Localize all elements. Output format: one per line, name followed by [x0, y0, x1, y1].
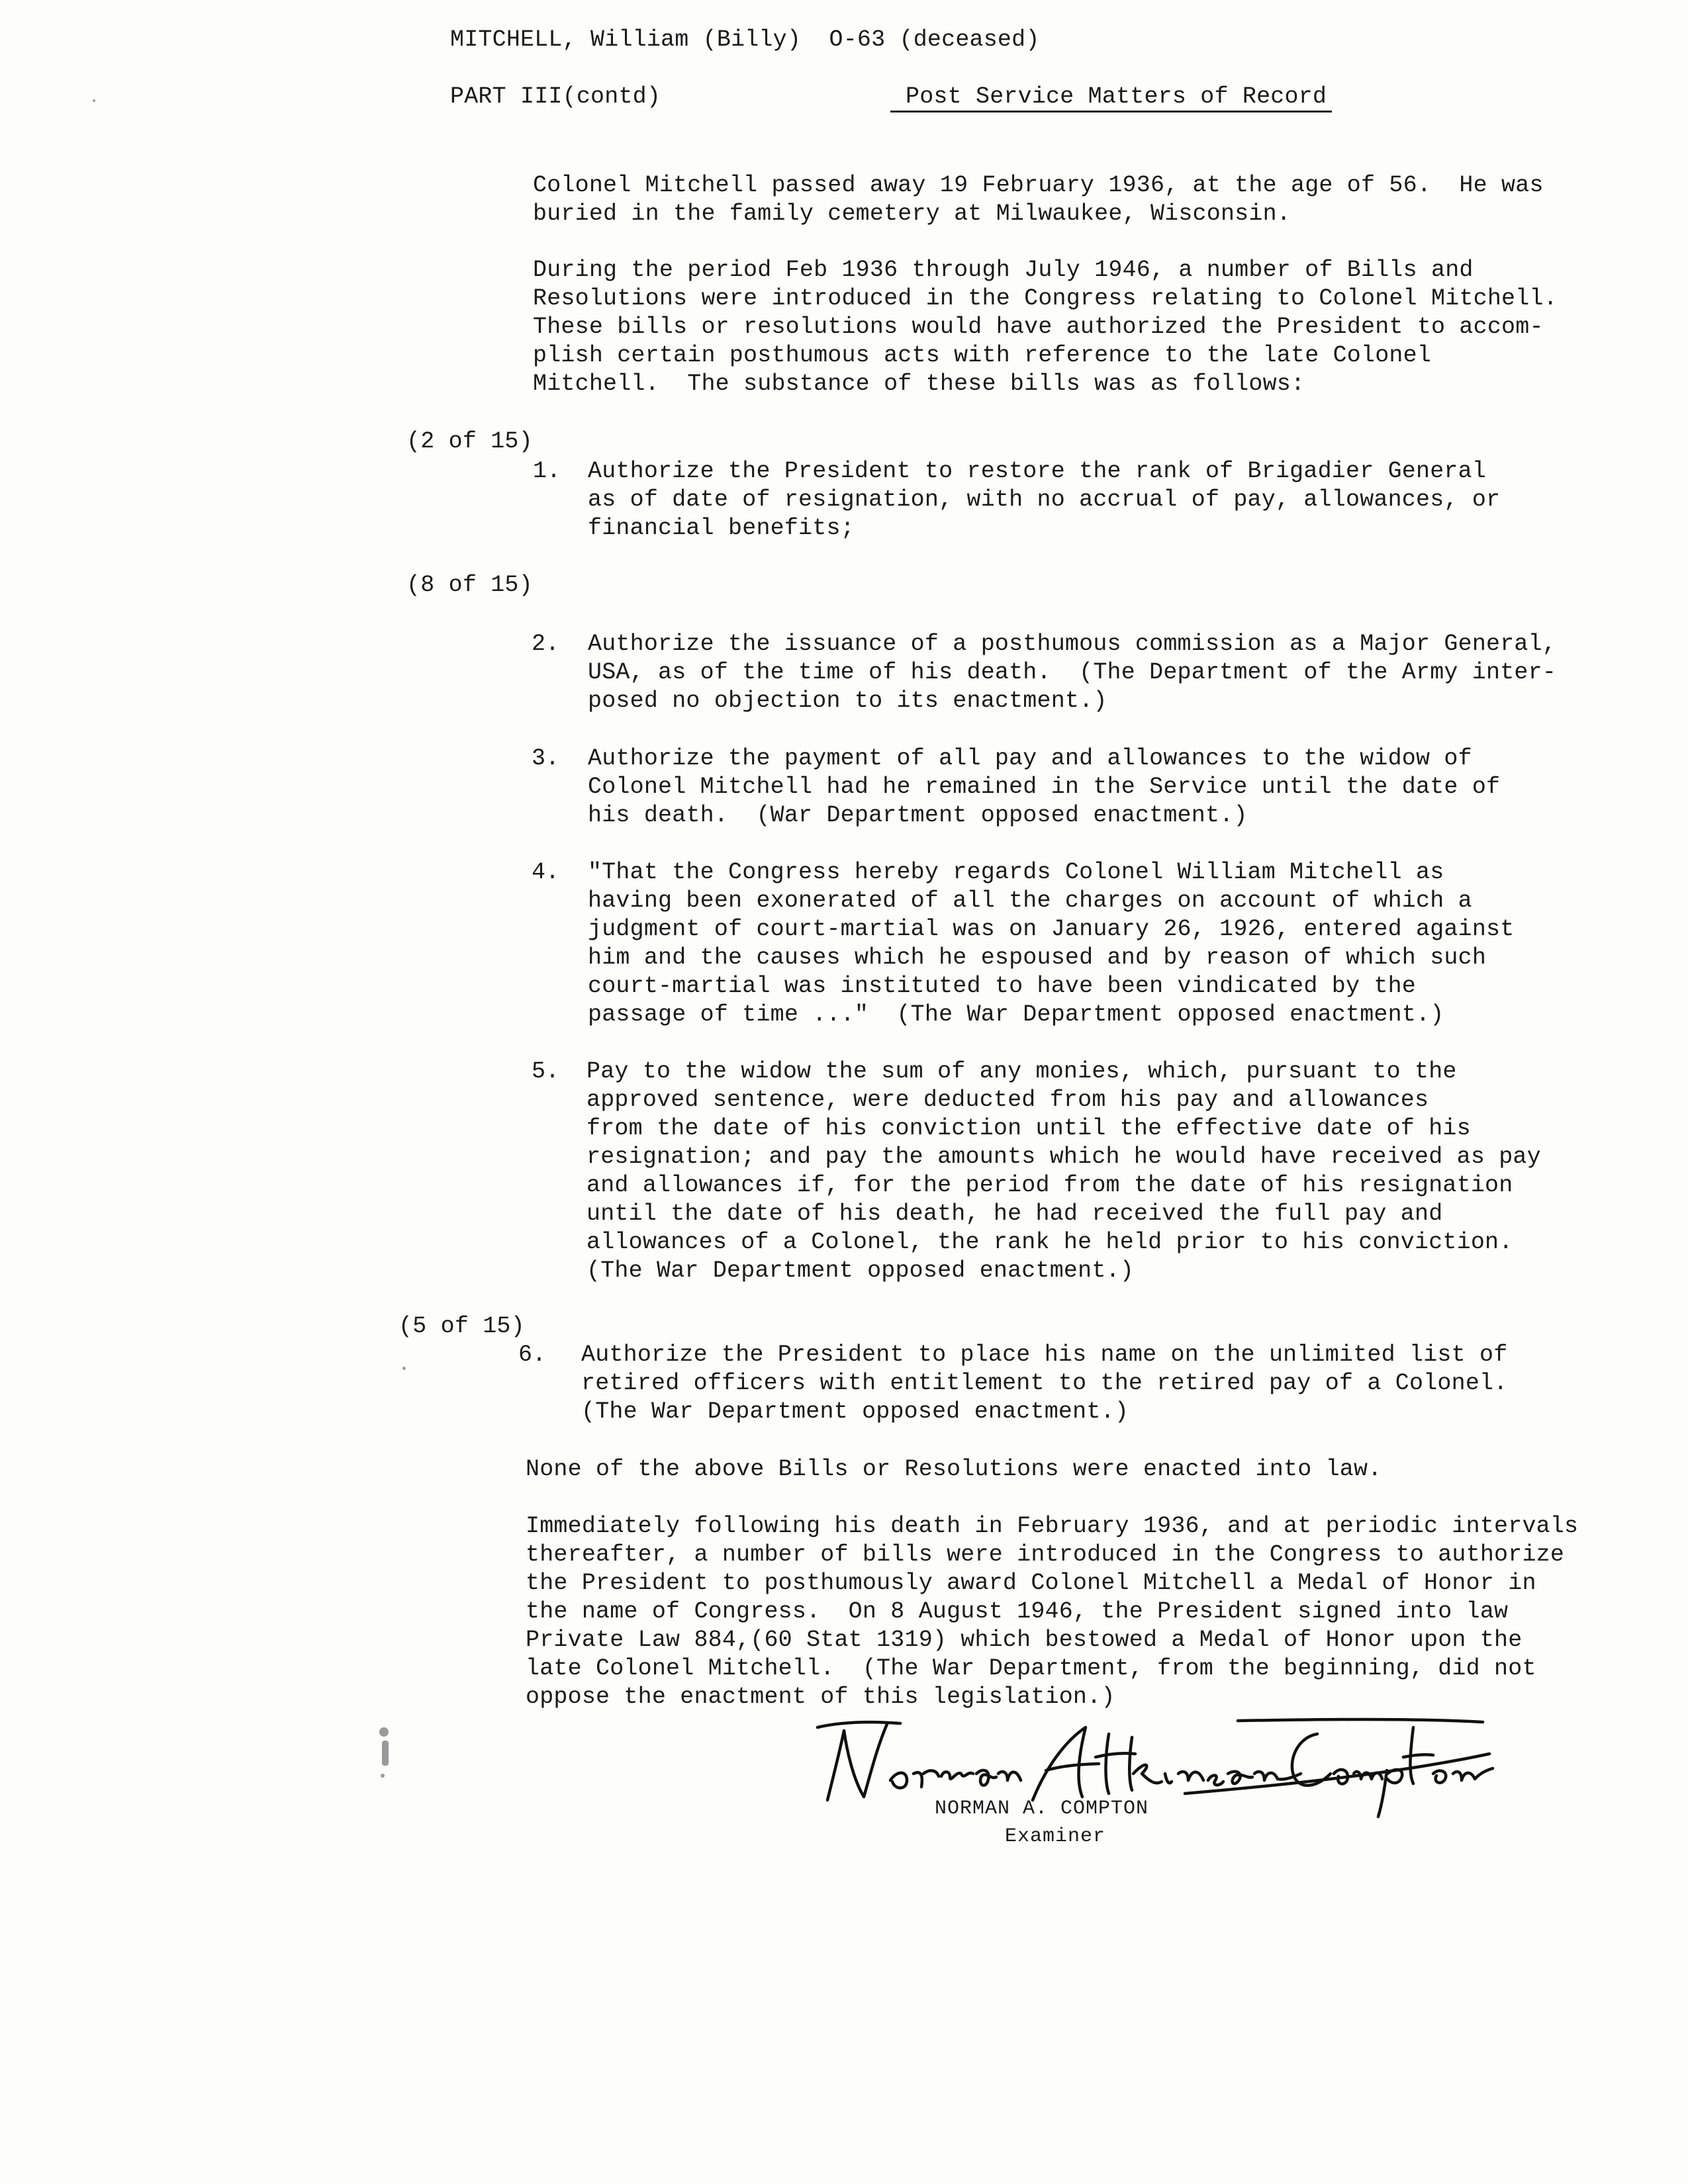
item-line: him and the causes which he espoused and by reason of which such	[588, 944, 1487, 971]
margin-note: (5 of 15)	[399, 1313, 525, 1340]
paragraph-line: oppose the enactment of this legislation.)	[526, 1684, 1115, 1710]
scan-speck	[402, 1367, 406, 1370]
signer-title: Examiner	[1005, 1825, 1106, 1848]
item-line: Authorize the issuance of a posthumous commission as a Major General,	[588, 631, 1557, 657]
paragraph-line: late Colonel Mitchell. (The War Department, from the beginning, did not	[526, 1655, 1536, 1682]
item-line: retired officers with entitlement to the retired pay of a Colonel.	[581, 1370, 1508, 1396]
item-number: 6.	[518, 1342, 547, 1368]
section-title: Post Service Matters of Record	[906, 83, 1327, 110]
margin-note: (8 of 15)	[406, 572, 533, 598]
item-number: 1.	[533, 458, 561, 484]
item-line: (The War Department opposed enactment.)	[586, 1257, 1134, 1284]
paragraph-line: plish certain posthumous acts with reference to the late Colonel	[533, 342, 1432, 369]
item-line: (The War Department opposed enactment.)	[581, 1398, 1129, 1425]
item-number: 2.	[532, 631, 560, 657]
item-line: allowances of a Colonel, the rank he held prior to his conviction.	[586, 1229, 1513, 1255]
paragraph-line: Resolutions were introduced in the Congress relating to Colonel Mitchell.	[533, 285, 1558, 312]
section-title-underline	[890, 111, 1332, 113]
paragraph-line: thereafter, a number of bills were introduced in the Congress to authorize	[526, 1541, 1565, 1568]
paragraph-line: Mitchell. The substance of these bills was as follows:	[533, 371, 1305, 397]
paragraph-line: During the period Feb 1936 through July 1946, a number of Bills and	[533, 257, 1474, 283]
margin-note: (2 of 15)	[406, 428, 533, 455]
paragraph-line: Colonel Mitchell passed away 19 February 1936, at the age of 56. He was	[533, 172, 1544, 199]
item-line: Colonel Mitchell had he remained in the Service until the date of	[588, 774, 1501, 800]
item-line: passage of time ..." (The War Department opposed enactment.)	[588, 1001, 1444, 1028]
item-number: 3.	[532, 745, 560, 772]
item-line: having been exonerated of all the charges on account of which a	[588, 887, 1472, 914]
signer-typed-name: NORMAN A. COMPTON	[935, 1797, 1149, 1820]
item-line: as of date of resignation, with no accrual of pay, allowances, or	[588, 486, 1501, 513]
paragraph-line: Private Law 884,(60 Stat 1319) which bestowed a Medal of Honor upon the	[526, 1627, 1523, 1653]
item-line: court-martial was instituted to have been vindicated by the	[588, 973, 1417, 999]
item-number: 5.	[532, 1058, 560, 1085]
item-line: Authorize the President to restore the rank of Brigadier General	[588, 458, 1487, 484]
item-line: until the date of his death, he had received the full pay and	[586, 1201, 1443, 1227]
part-label: PART III(contd)	[450, 83, 661, 110]
item-line: his death. (War Department opposed enactment.)	[588, 802, 1248, 829]
scan-speck	[382, 1741, 389, 1766]
item-line: approved sentence, were deducted from his pay and allowances	[586, 1087, 1429, 1113]
record-name-line: MITCHELL, William (Billy) O-63 (deceased)	[450, 26, 1040, 53]
item-line: Pay to the widow the sum of any monies, which, pursuant to the	[586, 1058, 1457, 1085]
none-enacted-statement: None of the above Bills or Resolutions were enacted into law.	[526, 1456, 1382, 1482]
scan-speck	[381, 1774, 385, 1778]
item-line: Authorize the President to place his name on the unlimited list of	[581, 1342, 1508, 1368]
item-line: judgment of court-martial was on January 26, 1926, entered against	[588, 916, 1515, 942]
paragraph-line: the name of Congress. On 8 August 1946, the President signed into law	[526, 1598, 1509, 1625]
item-line: resignation; and pay the amounts which he would have received as pay	[586, 1144, 1541, 1170]
item-line: from the date of his conviction until the effective date of his	[586, 1115, 1471, 1142]
scan-speck	[379, 1727, 389, 1737]
item-line: and allowances if, for the period from the date of his resignation	[586, 1172, 1513, 1199]
item-line: Authorize the payment of all pay and allowances to the widow of	[588, 745, 1472, 772]
item-line: posed no objection to its enactment.)	[588, 688, 1107, 714]
paragraph-line: buried in the family cemetery at Milwaukee, Wisconsin.	[533, 201, 1291, 227]
scan-speck	[93, 99, 95, 102]
item-number: 4.	[532, 859, 560, 886]
paragraph-line: Immediately following his death in February 1936, and at periodic intervals	[526, 1513, 1579, 1539]
item-line: USA, as of the time of his death. (The Department of the Army inter-	[588, 659, 1557, 686]
item-line: financial benefits;	[588, 515, 855, 541]
paragraph-line: These bills or resolutions would have authorized the President to accom-	[533, 314, 1544, 340]
handwritten-signature	[814, 1707, 1496, 1820]
item-line: "That the Congress hereby regards Colonel William Mitchell as	[588, 859, 1444, 886]
paragraph-line: the President to posthumously award Colonel Mitchell a Medal of Honor in	[526, 1570, 1536, 1596]
